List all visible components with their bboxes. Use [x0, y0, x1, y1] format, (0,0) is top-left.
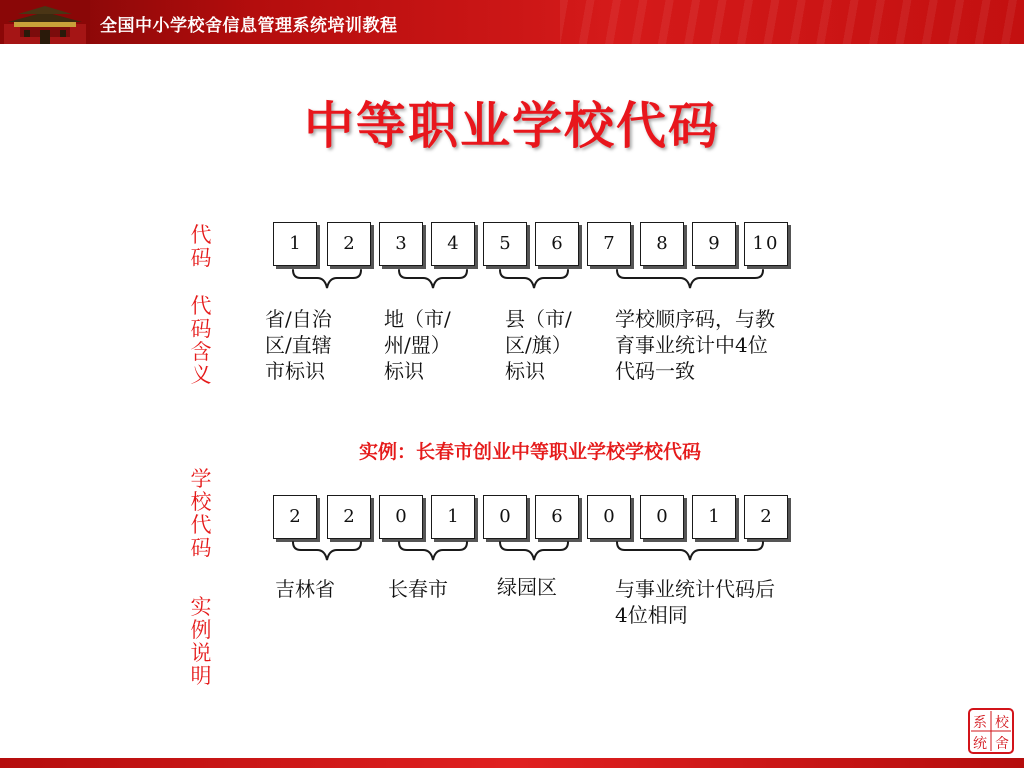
side-label-school-code: 学 校 代 码	[190, 467, 212, 560]
example-digit-box: 2	[744, 495, 788, 539]
code-digit-box: 6	[535, 222, 579, 266]
example-digit-box: 0	[379, 495, 423, 539]
example-digit-box: 0	[587, 495, 631, 539]
code-digit-box: 5	[483, 222, 527, 266]
example-digit-box: 6	[535, 495, 579, 539]
code-digit-box: 1	[273, 222, 317, 266]
svg-text:舍: 舍	[995, 736, 1009, 752]
example-digit-box: 1	[692, 495, 736, 539]
example-digit-box: 1	[431, 495, 475, 539]
brace-icon	[399, 270, 467, 288]
school-system-stamp-logo	[968, 708, 1014, 754]
code-digit-box: 3	[379, 222, 423, 266]
code-digit-box: 10	[744, 222, 788, 266]
code-digit-box: 2	[327, 222, 371, 266]
brace-icon	[500, 542, 568, 560]
brace-icon	[293, 270, 361, 288]
header-title: 全国中小学校舍信息管理系统培训教程	[100, 16, 398, 36]
meaning-prefecture: 地（市/ 州/盟） 标识	[384, 307, 451, 383]
meaning-county: 县（市/ 区/旗） 标识	[505, 307, 572, 383]
svg-text:统: 统	[973, 736, 987, 752]
svg-text:校: 校	[995, 715, 1009, 731]
tiananmen-logo	[0, 0, 90, 44]
brace-icon	[293, 542, 361, 560]
example-meaning-district: 绿园区	[497, 575, 557, 599]
header-bar	[0, 0, 1024, 44]
side-label-meaning: 代 码 含 义	[190, 294, 212, 387]
example-digit-box: 2	[327, 495, 371, 539]
code-digit-box: 9	[692, 222, 736, 266]
code-digit-box: 7	[587, 222, 631, 266]
side-label-code: 代 码	[190, 223, 212, 270]
meaning-province: 省/自治 区/直辖 市标识	[265, 307, 332, 383]
example-digit-box: 0	[483, 495, 527, 539]
brace-icon	[500, 270, 568, 288]
footer-bar	[0, 758, 1024, 768]
code-digit-box: 4	[431, 222, 475, 266]
brace-icon	[399, 542, 467, 560]
example-meaning-city: 长春市	[388, 577, 448, 601]
brace-icon	[617, 542, 763, 560]
code-digit-box: 8	[640, 222, 684, 266]
page-title: 中等职业学校代码	[304, 96, 720, 155]
example-meaning-sequence: 与事业统计代码后 4位相同	[615, 577, 775, 627]
example-meaning-province: 吉林省	[275, 577, 335, 601]
header-sheen	[560, 0, 1024, 44]
example-digit-box: 2	[273, 495, 317, 539]
example-title: 实例：长春市创业中等职业学校学校代码	[358, 441, 701, 463]
svg-text:系: 系	[973, 715, 987, 731]
brace-icon	[617, 270, 763, 288]
meaning-school-sequence: 学校顺序码，与教 育事业统计中4位 代码一致	[615, 307, 775, 383]
side-label-example-desc: 实 例 说 明	[190, 595, 212, 688]
example-digit-box: 0	[640, 495, 684, 539]
